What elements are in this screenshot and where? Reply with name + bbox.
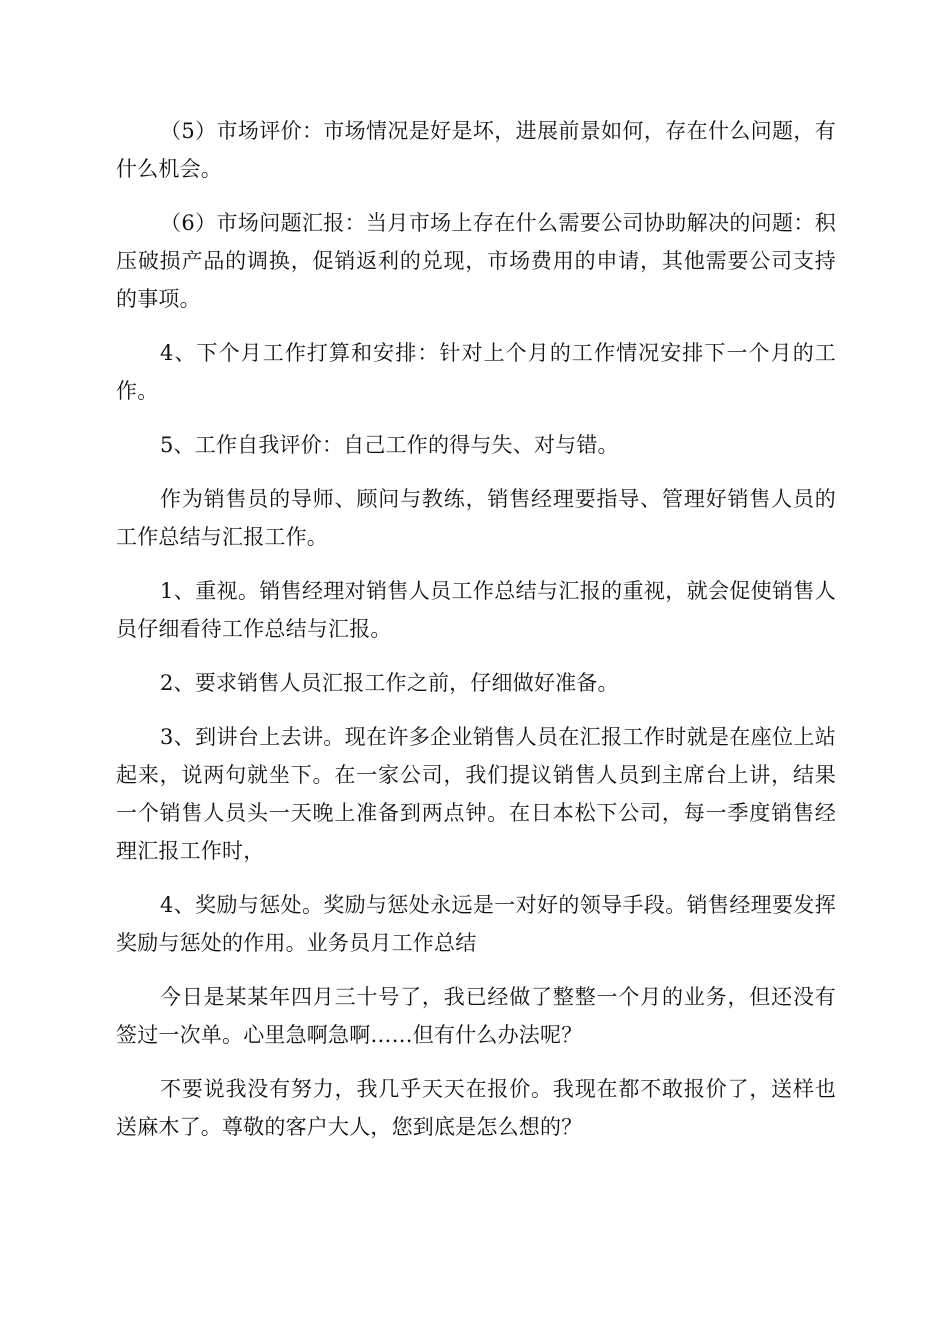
paragraph-attention: 1、重视。销售经理对销售人员工作总结与汇报的重视，就会促使销售人员仔细看待工作总结与汇报。 — [116, 579, 836, 641]
paragraph-podium-report: 3、到讲台上去讲。现在许多企业销售人员在汇报工作时就是在座位上站起来，说两句就坐下。在一家公司，我们提议销售人员到主席台上讲，结果一个销售人员头一天晚上准备到两点钟。在日本松下公司，每一季度销售经理汇报工作时， — [116, 725, 836, 863]
paragraph-market-issues-report: （6）市场问题汇报：当月市场上存在什么需要公司协助解决的问题：积压破损产品的调换，促销返利的兑现，市场费用的申请，其他需要公司支持的事项。 — [116, 211, 836, 311]
paragraph-next-month-plan: 4、下个月工作打算和安排：针对上个月的工作情况安排下一个月的工作。 — [116, 341, 836, 403]
paragraph-monthly-summary-intro: 今日是某某年四月三十号了，我已经做了整整一个月的业务，但还没有签过一次单。心里急啊急啊……但有什么办法呢？ — [116, 985, 836, 1047]
document-body — [116, 112, 836, 1162]
paragraph-reward-punishment: 4、奖励与惩处。奖励与惩处永远是一对好的领导手段。销售经理要发挥奖励与惩处的作用。业务员月工作总结 — [116, 893, 836, 955]
paragraph-manager-role: 作为销售员的导师、顾问与教练，销售经理要指导、管理好销售人员的工作总结与汇报工作。 — [116, 487, 836, 549]
paragraph-self-evaluation: 5、工作自我评价：自己工作的得与失、对与错。 — [160, 433, 619, 457]
paragraph-market-evaluation: （5）市场评价：市场情况是好是坏，进展前景如何，存在什么问题，有什么机会。 — [116, 119, 836, 181]
paragraph-quotation-effort: 不要说我没有努力，我几乎天天在报价。我现在都不敢报价了，送样也送麻木了。尊敬的客户大人，您到底是怎么想的？ — [116, 1077, 836, 1139]
paragraph-preparation: 2、要求销售人员汇报工作之前，仔细做好准备。 — [160, 671, 619, 695]
